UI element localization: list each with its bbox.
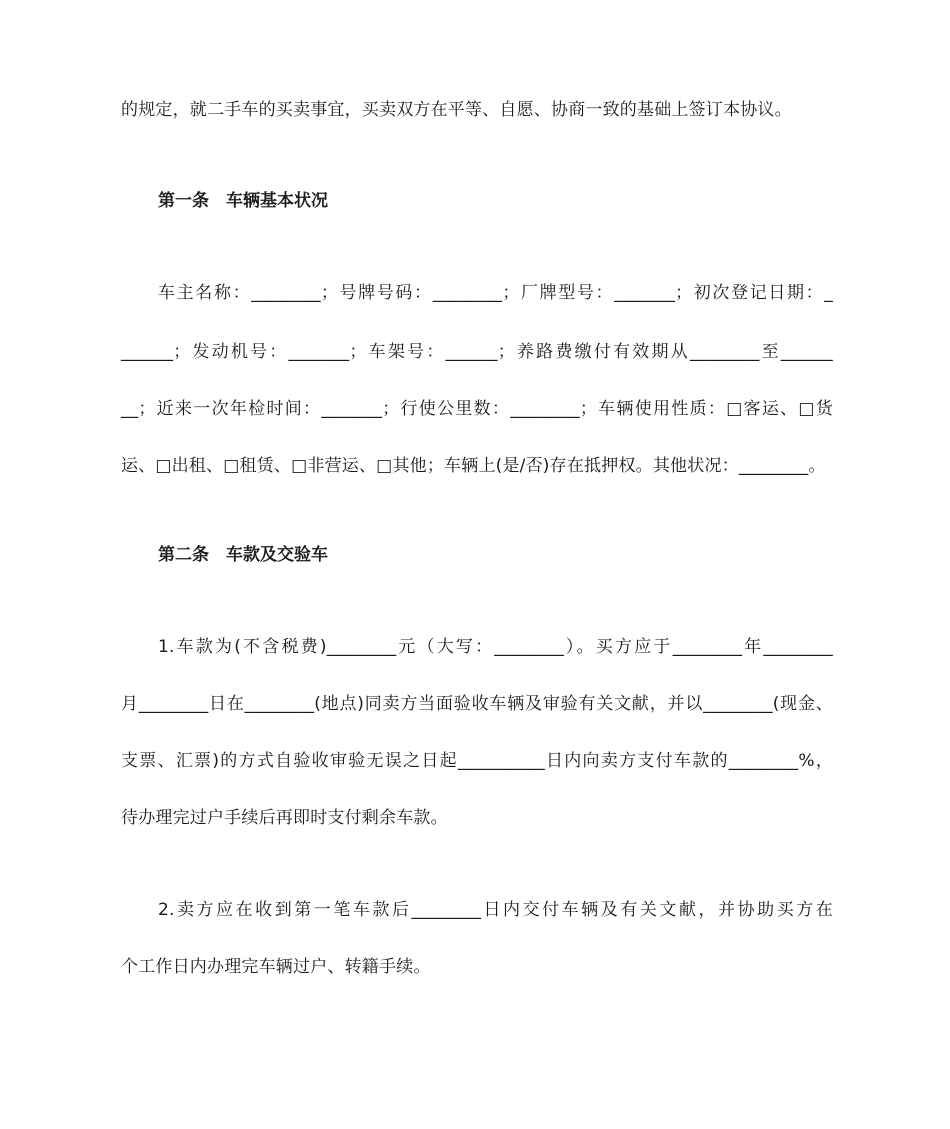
article-1-line-1: 车主名称：________；号牌号码：________；厂牌型号：_______；初次登记日期：_ [158, 283, 833, 303]
article-2-item-1-line-3: 支票、汇票)的方式自验收审验无误之日起__________日内向卖方支付车款的________%， [121, 751, 833, 771]
article-1-heading: 第一条 车辆基本状况 [158, 191, 328, 211]
article-1-line-3: __；近来一次年检时间：_______；行使公里数：________；车辆使用性质：□客运、□货 [121, 399, 833, 419]
article-1-line-2: ______；发动机号：_______；车架号：______；养路费缴付有效期从________至______ [121, 342, 833, 362]
article-2-item-2-line-1: 2.卖方应在收到第一笔车款后________日内交付车辆及有关文献，并协助买方在 [158, 900, 833, 920]
article-2-item-1-line-2: 月________日在________(地点)同卖方当面验收车辆及审验有关文献，并以________(现金、 [121, 694, 833, 714]
article-1-line-4: 运、□出租、□租赁、□非营运、□其他；车辆上(是/否)存在抵押权。其他状况：________。 [121, 456, 826, 476]
article-2-item-2-line-2: 个工作日内办理完车辆过户、转籍手续。 [121, 957, 431, 977]
article-2-heading: 第二条 车款及交验车 [158, 545, 328, 565]
article-2-item-1-line-4: 待办理完过户手续后再即时支付剩余车款。 [121, 808, 448, 828]
intro-line: 的规定，就二手车的买卖事宜，买卖双方在平等、自愿、协商一致的基础上签订本协议。 [121, 100, 792, 120]
article-2-item-1-line-1: 1.车款为(不含税费)________元（大写：________）。买方应于________年________ [158, 637, 833, 657]
